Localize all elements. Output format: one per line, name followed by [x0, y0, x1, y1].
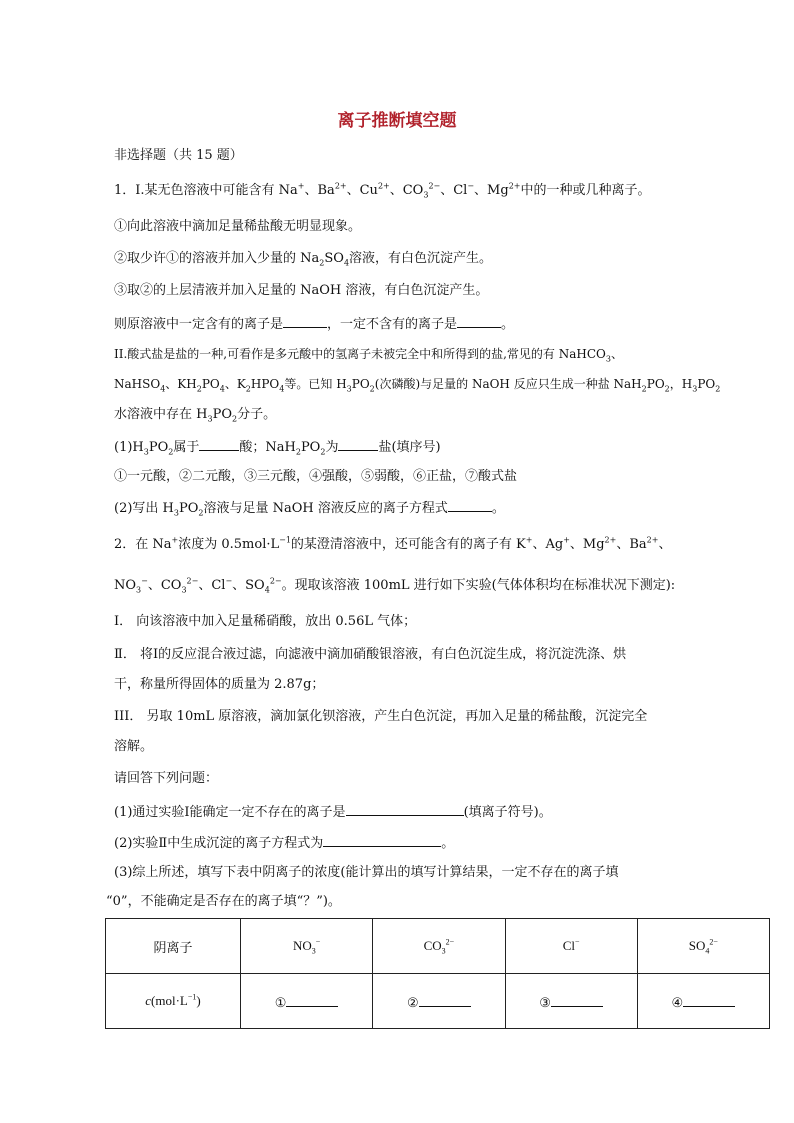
answer-blank[interactable]	[448, 497, 492, 512]
q1-part2-line3: 水溶液中存在 $H_3PO_2$分子。	[114, 407, 277, 424]
section-heading: 非选择题（共 15 题）	[114, 148, 243, 163]
q2-sub1: (1)通过实验Ⅰ能确定一定不存在的离子是 (填离子符号)。	[114, 801, 694, 823]
q1-part2-line2: NaHSO$_4$、$KH_2PO_4$、$K_2HPO_4$等。已知 $H_3PO_2$(次磷酸)与足量的 NaOH 反应只生成一种盐 $NaH_2PO_2$，$H_3PO_2$	[114, 377, 721, 394]
answer-cell-4[interactable]: ④	[637, 974, 769, 1029]
table-row	[106, 919, 770, 974]
ion-cell-chloride: Cl−	[505, 919, 637, 974]
answer-blank[interactable]	[338, 436, 378, 451]
answer-cell-2[interactable]: ②	[373, 974, 505, 1029]
q1-step2: ②取少许①的溶液并加入少量的 $Na_2SO_4$溶液，有白色沉淀产生。	[114, 251, 493, 268]
answer-blank[interactable]	[199, 436, 239, 451]
ion-cell-carbonate: $CO_3^{2-}$	[373, 919, 505, 974]
q1-part2-line1: II.酸式盐是盐的一种,可看作是多元酸中的氢离子未被完全中和所得到的盐,常见的有 NaHCO$_3$、	[114, 347, 623, 364]
answer-blank[interactable]	[457, 313, 501, 328]
answer-cell-1[interactable]: ①	[241, 974, 373, 1029]
q2-exp3-line2: 溶解。	[114, 739, 154, 754]
table-header-cell: 阴离子	[106, 919, 241, 974]
q2-exp1: I． 向该溶液中加入足量稀硝酸，放出 0.56L 气体；	[114, 614, 417, 629]
q2-ask: 请回答下列问题：	[114, 771, 219, 786]
answer-blank[interactable]	[283, 313, 327, 328]
answer-blank[interactable]	[323, 832, 441, 847]
q2-exp2-line1: Ⅱ． 将Ⅰ的反应混合液过滤，向滤液中滴加硝酸银溶液，有白色沉淀生成，将沉淀洗涤、烘	[114, 647, 627, 662]
q2-sub3-line2: “0”，不能确定是否存在的离子填“？”)。	[106, 894, 341, 909]
q2-sub2: (2)实验Ⅱ中生成沉淀的离子方程式为 。	[114, 832, 694, 854]
anion-concentration-table	[105, 918, 770, 1029]
q2-ions: $NO_3^-$、$CO_3^{2-}$、Cl−、$SO_4^{2-}$。现取该溶液 100mL 进行如下实验(气体体积均在标准状况下测定):	[114, 576, 676, 595]
ion-cell-nitrate: $NO_3^-$	[241, 919, 373, 974]
q2-intro: 2．在 Na+浓度为 $0.5mol\cdot L^{-1}$的某澄清溶液中，还可能含有的离子有 K+、Ag+、$Mg^{2+}$、$Ba^{2+}$、	[114, 535, 672, 552]
q2-exp2-line2: 干，称量所得固体的质量为 2.87g；	[114, 677, 325, 692]
answer-cell-3[interactable]: ③	[505, 974, 637, 1029]
q1-sub2: (2)写出 $H_3PO_2$溶液与足量 NaOH 溶液反应的离子方程式 。	[114, 497, 694, 519]
q2-sub3-line1: (3)综上所述，填写下表中阴离子的浓度(能计算出的填写计算结果，一定不存在的离子填	[114, 865, 619, 880]
q2-exp3-line1: III． 另取 10mL 原溶液，滴加氯化钡溶液，产生白色沉淀，再加入足量的稀盐酸，沉淀完全	[114, 709, 648, 724]
q1-intro: 1．Ⅰ.某无色溶液中可能含有 Na+、$Ba^{2+}$、$Cu^{2+}$、$CO_3^{2-}$、Cl−、$Mg^{2+}$中的一种或几种离子。	[114, 181, 651, 200]
q1-question: 则原溶液中一定含有的离子是 ，一定不含有的离子是 。	[114, 313, 694, 335]
table-row	[106, 974, 770, 1029]
ion-cell-sulfate: $SO_4^{2-}$	[637, 919, 769, 974]
answer-blank[interactable]	[346, 801, 464, 816]
q1-step1: ①向此溶液中滴加足量稀盐酸无明显现象。	[114, 219, 362, 234]
page-title: 离子推断填空题	[337, 111, 457, 131]
q1-options: ①一元酸，②二元酸，③三元酸，④强酸，⑤弱酸，⑥正盐，⑦酸式盐	[114, 469, 518, 484]
q1-step3: ③取②的上层清液并加入足量的 NaOH 溶液，有白色沉淀产生。	[114, 283, 489, 298]
concentration-header-cell: $c(mol\cdot L^{-1})$	[106, 974, 241, 1029]
q1-sub1: $(1)H_3PO_2$属于 酸；$NaH_2PO_2$为 盐(填序号)	[114, 436, 694, 458]
